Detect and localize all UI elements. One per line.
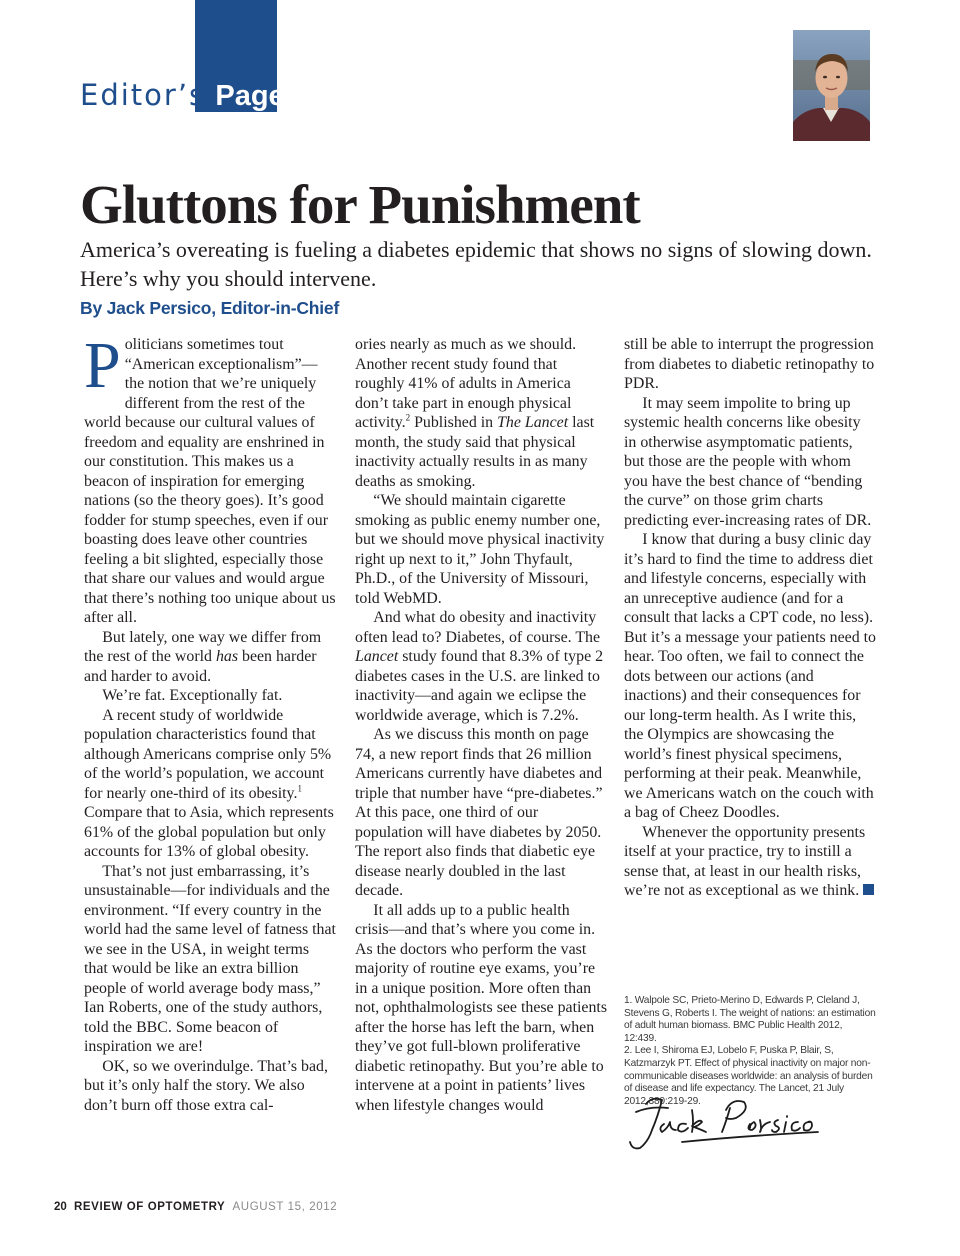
emphasis-text: has	[215, 648, 239, 665]
signature-image	[622, 1090, 822, 1152]
reference-item: 2. Lee I, Shiroma EJ, Lobelo F, Puska P, Blair, S, Katzmarzyk PT. Effect of physical inactivity on major non-communicable diseases worldwide: an analysis of burden of disease and life expectancy. The Lancet, 21 July 2012,380:219-29.	[624, 1045, 873, 1107]
paragraph-text: Compare that to Asia, which represents 61% of the global population but only accounts for 13% of global obesity.	[84, 804, 334, 860]
paragraph-text: A recent study of worldwide population characteristics found that although Americans comprise only 5% of the world’s population, we account for nearly one-third of its obesity.	[84, 706, 332, 802]
magazine-name: REVIEW OF OPTOMETRY	[74, 1201, 226, 1213]
paragraph	[355, 608, 607, 725]
article-byline: By Jack Persico, Editor-in-Chief	[80, 298, 340, 318]
reference-marker: 2	[405, 412, 411, 423]
article-column-1	[84, 329, 336, 1115]
paragraph: I know that during a busy clinic day it’s hard to find the time to address diet and lifestyle concerns, especially with an unreceptive audience (and for a consult that lacks a CPT code, no less). But it’s a message your patients need to hear. Too often, we fail to connect the dots between our actions (and inactions) and their consequences for our long-term health. As I write this, the Olympics are showcasing the world’s finest physical specimens, performing at their peak. Meanwhile, we Americans watch on the couch with a bag of Cheez Doodles.	[624, 531, 876, 821]
drop-cap: P	[84, 329, 121, 402]
article-deck: America’s overeating is fueling a diabetes epidemic that shows no signs of slowing down. Here’s why you should intervene.	[80, 237, 872, 291]
issue-date: AUGUST 15, 2012	[232, 1201, 338, 1213]
paragraph: OK, so we overindulge. That’s bad, but it’s only half the story. We also don’t burn off those extra cal-	[84, 1057, 328, 1114]
paragraph-text: Published in	[410, 414, 498, 431]
page-number: 20	[54, 1201, 67, 1213]
section-label-editors: Editor’s	[80, 78, 207, 112]
reference-marker: 1	[297, 783, 302, 794]
page-footer	[54, 1201, 337, 1213]
paragraph-text: And what do obesity and inactivity often lead to? Diabetes, of course. The	[355, 609, 601, 646]
paragraph-text: Whenever the opportunity presents itself at your practice, try to instill a sense that, at least in our health risks, we’re not as exceptional as we think.	[624, 823, 866, 899]
section-label-page: Page	[215, 80, 285, 112]
paragraph: That’s not just embarrassing, it’s unsustainable—for individuals and the environment. “If every country in the world had the same level of fatness that we see in the USA, in weight terms that would be like an extra billion people of world average body mass,” Ian Roberts, one of the study authors, told the BBC. Some beacon of inspiration we are!	[84, 862, 336, 1055]
editor-signature	[622, 1090, 822, 1152]
reference-item: 1. Walpole SC, Prieto-Merino D, Edwards P, Cleland J, Stevens G, Roberts I. The weight of nations: an estimation of adult human biomass. BMC Public Health 2012, 12:439.	[624, 995, 876, 1044]
author-portrait	[793, 30, 870, 141]
article-column-3	[624, 335, 876, 901]
author-portrait-image	[793, 30, 870, 141]
paragraph	[84, 329, 336, 628]
article-headline: Gluttons for Punishment	[80, 174, 640, 235]
paragraph: It all adds up to a public health crisis—and that’s where you come in. As the doctors who perform the vast majority of routine eye exams, you’re in a unique position. More often than not, ophthalmologists see these patients after the horse has left the barn, when they’ve got full-blown proliferative diabetic retinopathy. But you’re able to intervene at a point in patients’ lives when lifestyle changes would	[355, 901, 608, 1114]
emphasis-text: The Lancet	[497, 414, 569, 431]
paragraph	[355, 335, 607, 491]
paragraph-text: been harder and harder to avoid.	[84, 648, 317, 685]
paragraph	[84, 628, 336, 687]
paragraph: It may seem impolite to bring up systemic health concerns like obesity in otherwise asymptomatic patients, but those are the people with whom you have the best chance of “bending the curve” on those grim charts predicting ever-increasing rates of DR.	[624, 394, 872, 529]
paragraph	[84, 706, 336, 862]
paragraph: As we discuss this month on page 74, a new report finds that 26 million Americans currently have diabetes and triple that number have “pre-diabetes.” At this pace, one third of our population will have diabetes by 2050. The report also finds that diabetic eye disease nearly doubled in the last decade.	[355, 726, 603, 899]
paragraph-text: last month, the study said that physical inactivity actually results in as many deaths as smoking.	[355, 414, 595, 490]
end-of-article-mark	[863, 884, 874, 895]
paragraph-text: ories nearly as much as we should. Another recent study found that roughly 41% of adults in America don’t take part in enough physical activity.	[355, 336, 577, 431]
article-column-2	[355, 335, 607, 1115]
paragraph: We’re fat. Exceptionally fat.	[102, 687, 283, 704]
paragraph	[624, 823, 876, 901]
paragraph: “We should maintain cigarette smoking as public enemy number one, but we should move physical inactivity right up next to it,” John Thyfault, Ph.D., of the University of Missouri, told WebMD.	[355, 492, 605, 607]
paragraph-text: study found that 8.3% of type 2 diabetes cases in the U.S. are linked to inactivity—and again we eclipse the worldwide average, which is 7.2%.	[355, 648, 604, 724]
paragraph-text: oliticians sometimes tout “American exceptionalism”—the notion that we’re uniquely different from the rest of the world because our cultural values of freedom and equality are enshrined in our constitution. This makes us a beacon of inspiration for emerging nations (so the theory goes). It’s good fodder for stump speeches, even if our boasting does leave other countries feeling a bit slighted, especially those that share our values and would argue that there’s nothing too unique about us after all.	[84, 336, 336, 626]
section-label	[80, 78, 285, 112]
paragraph-text: But lately, one way we differ from the rest of the world	[84, 628, 322, 665]
paragraph: still be able to interrupt the progression from diabetes to diabetic retinopathy to PDR.	[624, 336, 875, 392]
emphasis-text: Lancet	[355, 648, 399, 665]
